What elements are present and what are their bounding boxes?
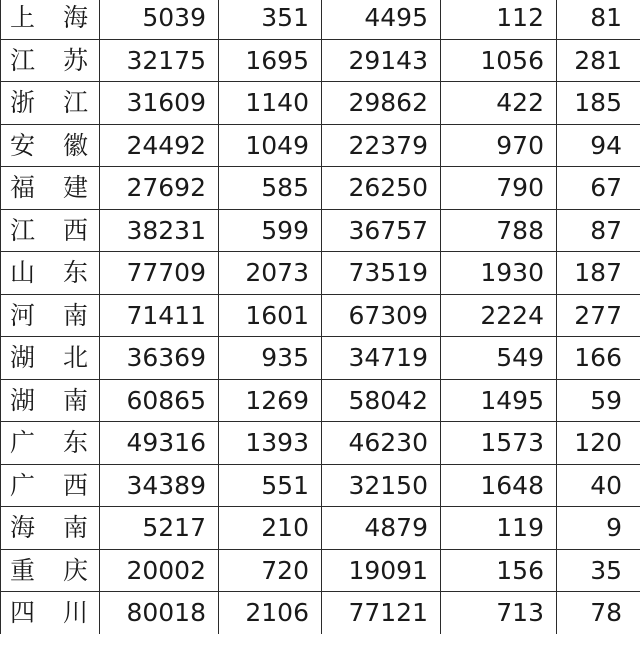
value-cell: 29862 [322, 82, 441, 125]
province-cell: 江 苏 [1, 39, 100, 82]
value-cell: 599 [219, 209, 322, 252]
value-cell: 29143 [322, 39, 441, 82]
value-cell: 713 [441, 592, 557, 634]
value-cell: 422 [441, 82, 557, 125]
value-cell: 935 [219, 337, 322, 380]
value-cell: 1573 [441, 422, 557, 465]
value-cell: 5039 [100, 0, 219, 39]
value-cell: 1056 [441, 39, 557, 82]
table-row [1, 167, 640, 210]
value-cell: 34389 [100, 464, 219, 507]
value-cell: 78 [557, 592, 640, 634]
value-cell: 26250 [322, 167, 441, 210]
value-cell: 27692 [100, 167, 219, 210]
value-cell: 38231 [100, 209, 219, 252]
value-cell: 1140 [219, 82, 322, 125]
table-row [1, 294, 640, 337]
value-cell: 281 [557, 39, 640, 82]
province-cell: 安 徽 [1, 124, 100, 167]
value-cell: 585 [219, 167, 322, 210]
province-cell: 上 海 [1, 0, 100, 39]
province-cell: 广 西 [1, 464, 100, 507]
value-cell: 58042 [322, 379, 441, 422]
value-cell: 2073 [219, 252, 322, 295]
value-cell: 36757 [322, 209, 441, 252]
table-row [1, 209, 640, 252]
value-cell: 34719 [322, 337, 441, 380]
province-cell: 四 川 [1, 592, 100, 634]
value-cell: 32175 [100, 39, 219, 82]
value-cell: 5217 [100, 507, 219, 550]
province-cell: 福 建 [1, 167, 100, 210]
table-row [1, 379, 640, 422]
value-cell: 1269 [219, 379, 322, 422]
value-cell: 2106 [219, 592, 322, 634]
value-cell: 32150 [322, 464, 441, 507]
value-cell: 156 [441, 549, 557, 592]
value-cell: 788 [441, 209, 557, 252]
value-cell: 549 [441, 337, 557, 380]
value-cell: 40 [557, 464, 640, 507]
value-cell: 790 [441, 167, 557, 210]
province-cell: 重 庆 [1, 549, 100, 592]
value-cell: 67309 [322, 294, 441, 337]
province-cell: 山 东 [1, 252, 100, 295]
province-cell: 海 南 [1, 507, 100, 550]
table-row [1, 507, 640, 550]
value-cell: 120 [557, 422, 640, 465]
value-cell: 19091 [322, 549, 441, 592]
province-cell: 湖 南 [1, 379, 100, 422]
value-cell: 1495 [441, 379, 557, 422]
value-cell: 4495 [322, 0, 441, 39]
table-row [1, 464, 640, 507]
value-cell: 187 [557, 252, 640, 295]
value-cell: 77709 [100, 252, 219, 295]
value-cell: 67 [557, 167, 640, 210]
value-cell: 71411 [100, 294, 219, 337]
value-cell: 720 [219, 549, 322, 592]
value-cell: 1601 [219, 294, 322, 337]
value-cell: 210 [219, 507, 322, 550]
value-cell: 185 [557, 82, 640, 125]
table-row [1, 124, 640, 167]
table-row [1, 0, 640, 39]
province-cell: 浙 江 [1, 82, 100, 125]
value-cell: 1648 [441, 464, 557, 507]
province-cell: 湖 北 [1, 337, 100, 380]
value-cell: 60865 [100, 379, 219, 422]
value-cell: 22379 [322, 124, 441, 167]
table-row [1, 337, 640, 380]
value-cell: 24492 [100, 124, 219, 167]
value-cell: 81 [557, 0, 640, 39]
value-cell: 73519 [322, 252, 441, 295]
value-cell: 87 [557, 209, 640, 252]
value-cell: 351 [219, 0, 322, 39]
table-row [1, 422, 640, 465]
value-cell: 36369 [100, 337, 219, 380]
value-cell: 80018 [100, 592, 219, 634]
value-cell: 9 [557, 507, 640, 550]
value-cell: 277 [557, 294, 640, 337]
value-cell: 46230 [322, 422, 441, 465]
value-cell: 1049 [219, 124, 322, 167]
province-cell: 河 南 [1, 294, 100, 337]
table-row [1, 549, 640, 592]
province-cell: 江 西 [1, 209, 100, 252]
value-cell: 77121 [322, 592, 441, 634]
value-cell: 166 [557, 337, 640, 380]
value-cell: 119 [441, 507, 557, 550]
value-cell: 4879 [322, 507, 441, 550]
value-cell: 112 [441, 0, 557, 39]
table-row [1, 82, 640, 125]
value-cell: 49316 [100, 422, 219, 465]
table-row [1, 39, 640, 82]
value-cell: 2224 [441, 294, 557, 337]
value-cell: 94 [557, 124, 640, 167]
value-cell: 970 [441, 124, 557, 167]
value-cell: 31609 [100, 82, 219, 125]
value-cell: 20002 [100, 549, 219, 592]
province-cell: 广 东 [1, 422, 100, 465]
value-cell: 35 [557, 549, 640, 592]
value-cell: 59 [557, 379, 640, 422]
value-cell: 551 [219, 464, 322, 507]
value-cell: 1393 [219, 422, 322, 465]
table-row [1, 252, 640, 295]
value-cell: 1695 [219, 39, 322, 82]
table-row [1, 592, 640, 634]
value-cell: 1930 [441, 252, 557, 295]
